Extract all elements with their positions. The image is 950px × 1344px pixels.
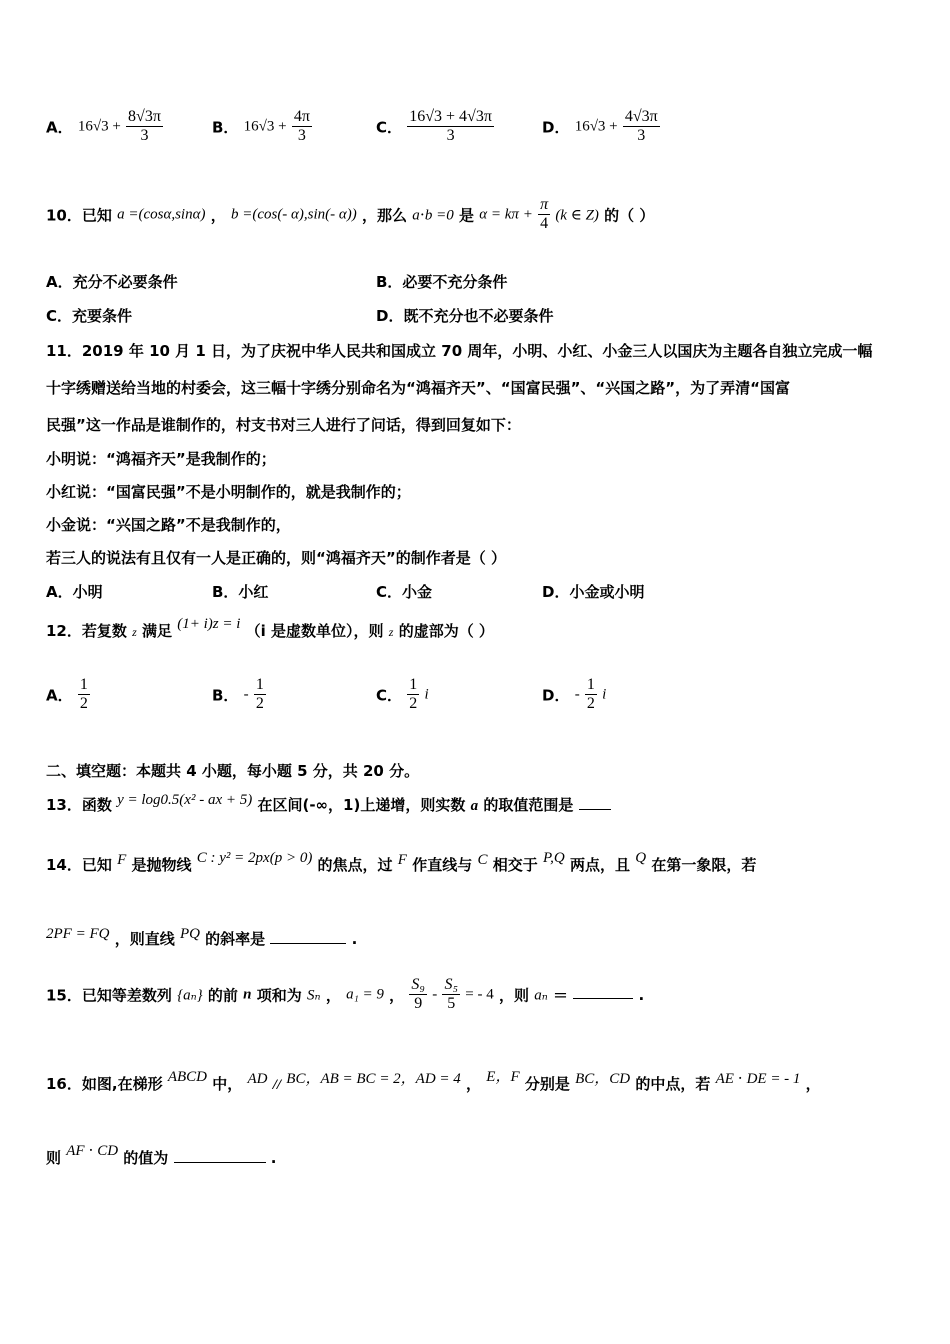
q16-stem-line-2: 则 AF ⋅ CD 的值为 .: [46, 1143, 277, 1167]
q16-stem: 16．如图,在梯形 ABCD 中， AD // BC，AB = BC = 2，AD = 4 ， E，F 分别是 BC，CD 的中点，若 AE ⋅ DE = - 1 ，: [46, 1069, 821, 1093]
q13-stem: 13．函数 y = log0.5(x² - ax + 5) 在区间(-∞，1)上递增，则实数 a 的取值范围是: [46, 794, 950, 815]
q12-option-d[interactable]: D． - $\frac{1}{2}$ i: [542, 676, 607, 713]
q12-c-fraction: $\frac{1}{2}$: [409, 676, 418, 713]
parallel-symbol: //: [272, 1077, 282, 1093]
dot-product-expression: a⋅b =0: [412, 207, 454, 224]
q12-option-a[interactable]: A． $\frac{1}{2}$: [46, 676, 88, 713]
log-function-expression: y = log0.5(x² - ax + 5): [117, 792, 253, 808]
q11-line-5: 小红说：“国富民强”不是小明制作的，就是我制作的；: [46, 483, 411, 501]
q11-line-6: 小金说：“兴国之路”不是我制作的，: [46, 516, 291, 534]
dot-product-condition: AE ⋅ DE = - 1: [715, 1071, 801, 1087]
vector-b-expression: b =(cos(- α),sin(- α)): [230, 206, 357, 223]
q9-a-fraction: $\frac{8√3\pi}{3}$: [128, 108, 161, 145]
q10-option-a[interactable]: A．充分不必要条件: [46, 273, 178, 291]
q10-stem: 10．已知 a =(cosα,sinα) ， b =(cos(- α),sin(- α)) ，那么 a⋅b =0 是 α = kπ + $\frac{\pi}{4}$ (k ∈ Z) 的（ ）: [46, 196, 655, 233]
section-heading: 二、填空题：本题共 4 小题，每小题 5 分，共 20 分。: [46, 762, 420, 780]
q9-d-fraction: $\frac{4√3\pi}{3}$: [624, 108, 658, 145]
q12-option-c[interactable]: C． $\frac{1}{2}$ i: [376, 676, 429, 713]
q11-line-4: 小明说：“鸿福齐天”是我制作的；: [46, 450, 276, 468]
q12-b-fraction: $\frac{1}{2}$: [255, 676, 264, 713]
q10-option-c[interactable]: C．充要条件: [46, 307, 133, 325]
parabola-equation: C : y² = 2px(p > 0): [196, 850, 313, 866]
q9-option-c[interactable]: C． $\frac{16√3 + 4√3\pi}{3}$: [376, 108, 492, 145]
q15-answer-blank[interactable]: [573, 984, 633, 999]
q11-option-d[interactable]: D．小金或小明: [542, 583, 645, 601]
q11-line-1: 11．2019 年 10 月 1 日，为了庆祝中华人民共和国成立 70 周年，小明、小红、小金三人以国庆为主题各自独立完成一幅: [46, 342, 873, 360]
s9-over-9-fraction: $\frac{\text{S₉}}{9}$: [411, 976, 425, 1013]
q12-d-fraction: $\frac{1}{2}$: [586, 676, 595, 713]
q14-stem-line-2: 2PF = FQ ，则直线 PQ 的斜率是 .: [46, 926, 358, 948]
q16-answer-blank[interactable]: [174, 1148, 266, 1163]
q13-answer-blank[interactable]: [579, 795, 611, 810]
q11-line-7: 若三人的说法有且仅有一人是正确的，则“鸿福齐天”的制作者是（ ）: [46, 549, 506, 567]
q11-line-2: 十字绣赠送给当地的村委会，这三幅十字绣分别命名为“鸿福齐天”、“国富民强”、“兴国之路”，为了弄清“国富: [46, 379, 791, 397]
q11-option-b[interactable]: B．小红: [212, 583, 269, 601]
complex-equation: (1+ i)z = i: [177, 616, 241, 632]
dot-product-target: AF ⋅ CD: [66, 1143, 119, 1159]
q12-stem: 12．若复数 z 满足 (1+ i)z = i （i 是虚数单位），则 z 的虚部为（ ）: [46, 616, 494, 640]
q10-option-b[interactable]: B．必要不充分条件: [376, 273, 508, 291]
q9-c-fraction: $\frac{16√3 + 4√3\pi}{3}$: [409, 108, 492, 145]
q10-option-d[interactable]: D．既不充分也不必要条件: [376, 307, 554, 325]
q11-option-a[interactable]: A．小明: [46, 583, 103, 601]
q9-option-a[interactable]: A． 16√3 + $\frac{8√3\pi}{3}$: [46, 108, 161, 145]
vector-condition: 2PF = FQ: [46, 926, 110, 942]
q14-stem: 14．已知 F 是抛物线 C : y² = 2px(p > 0) 的焦点，过 F 作直线与 C 相交于 P,Q 两点，且 Q 在第一象限，若: [46, 850, 757, 874]
q15-stem: 15．已知等差数列 {aₙ} 的前 n 项和为 Sₙ ， a₁ = 9 ， $\frac{\text{S₉}}{9}$ - $\frac{\text{S₅}}{5}$ = - 4 ，则 aₙ ＝ .: [46, 976, 645, 1013]
q12-option-b[interactable]: B． - $\frac{1}{2}$: [212, 676, 264, 713]
s5-over-5-fraction: $\frac{\text{S₅}}{5}$: [444, 976, 458, 1013]
q11-line-3: 民强”这一作品是谁制作的，村支书对三人进行了问话，得到回复如下：: [46, 416, 521, 434]
q14-answer-blank[interactable]: [270, 929, 346, 944]
q9-b-fraction: $\frac{4\pi}{3}$: [293, 108, 310, 145]
q11-option-c[interactable]: C．小金: [376, 583, 433, 601]
q9-option-b[interactable]: B． 16√3 + $\frac{4\pi}{3}$: [212, 108, 310, 145]
q12-a-fraction: $\frac{1}{2}$: [79, 676, 88, 713]
vector-a-expression: a =(cosα,sinα): [117, 206, 206, 223]
q9-option-d[interactable]: D． 16√3 + $\frac{4√3\pi}{3}$: [542, 108, 658, 145]
q10-condition-fraction: $\frac{\pi}{4}$: [540, 196, 549, 233]
